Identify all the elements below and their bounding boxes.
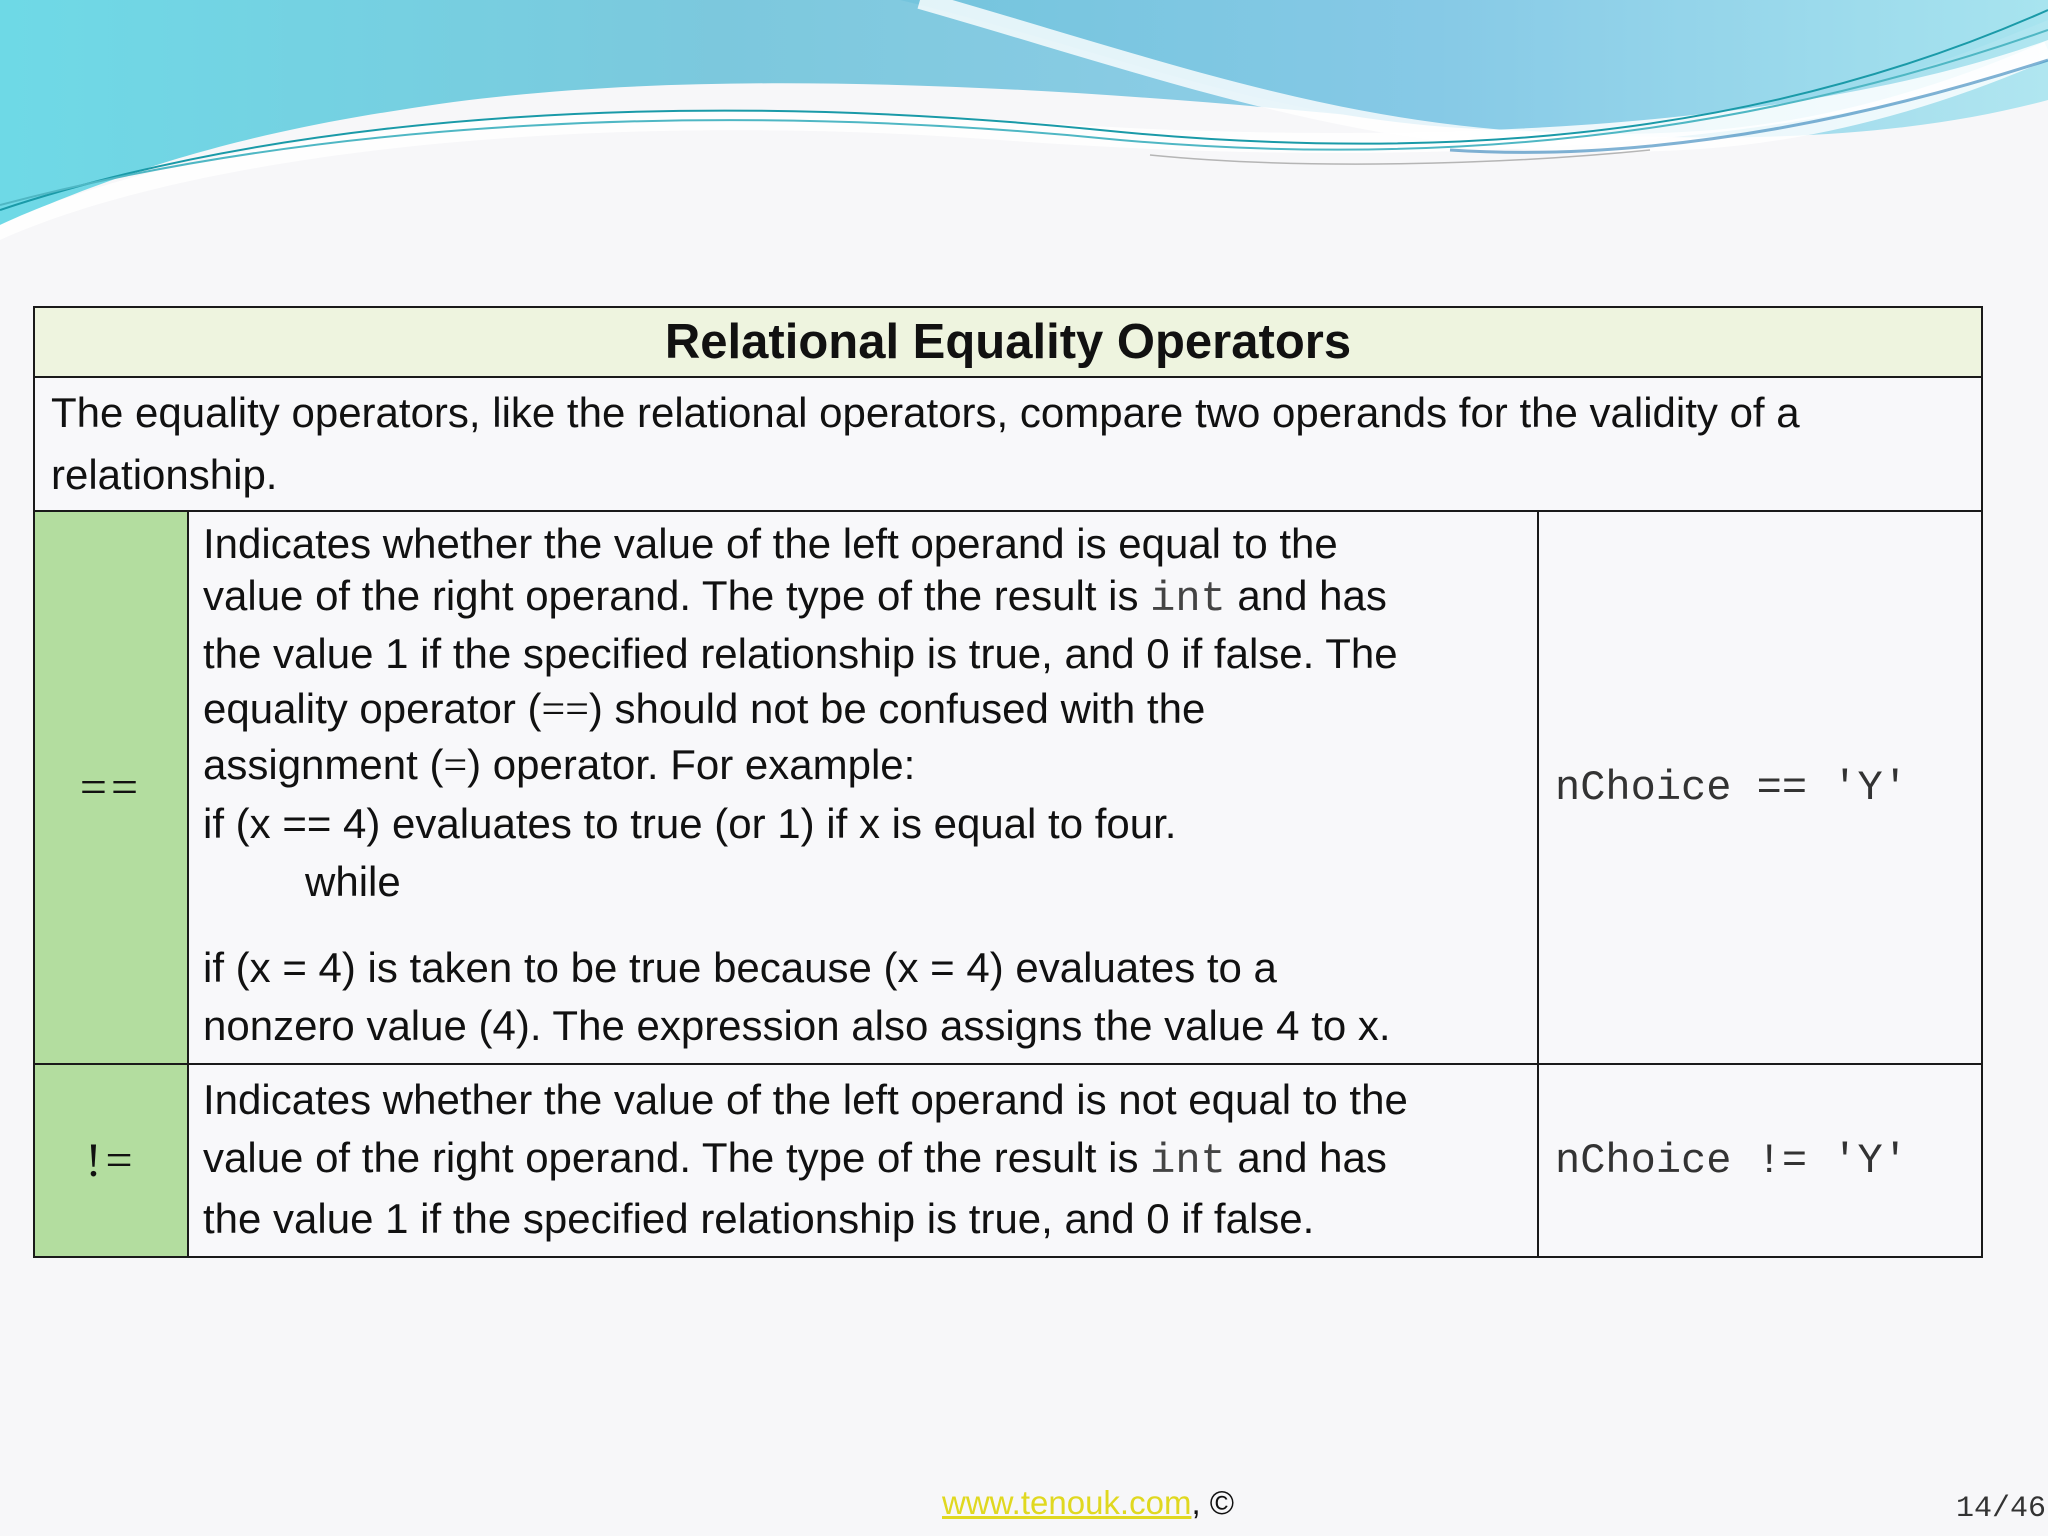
- desc-line: Indicates whether the value of the left operand is not equal to the: [203, 1076, 1408, 1123]
- desc-line: value of the right operand. The type of the result is int and has: [203, 572, 1387, 623]
- page-number: 14/46: [1955, 1492, 2046, 1526]
- desc-line: while: [305, 858, 401, 905]
- footer: [942, 1484, 1234, 1522]
- operator-equal-description: [188, 511, 1538, 1064]
- header-wave-banner: [0, 0, 2048, 240]
- footer-link[interactable]: www.tenouk.com: [942, 1484, 1192, 1521]
- desc-line: Indicates whether the value of the left operand is equal to the: [203, 520, 1338, 567]
- desc-line: if (x == 4) evaluates to true (or 1) if x is equal to four.: [203, 800, 1177, 847]
- desc-line: nonzero value (4). The expression also assigns the value 4 to x.: [203, 1002, 1391, 1049]
- equality-operators-table: [33, 306, 1983, 1258]
- desc-line: if (x = 4) is taken to be true because (x = 4) evaluates to a: [203, 944, 1277, 991]
- desc-line: the value 1 if the specified relationship is true, and 0 if false.: [203, 1195, 1315, 1242]
- table-title: Relational Equality Operators: [34, 307, 1982, 377]
- operator-equal: ==: [34, 511, 188, 1064]
- desc-line: value of the right operand. The type of the result is int and has: [203, 1134, 1387, 1185]
- operator-not-equal-example: nChoice != 'Y': [1538, 1064, 1982, 1257]
- desc-line: the value 1 if the specified relationship is true, and 0 if false. The: [203, 630, 1398, 677]
- operator-equal-example: nChoice == 'Y': [1538, 511, 1982, 1064]
- footer-copyright: , ©: [1191, 1484, 1235, 1521]
- operator-not-equal: !=: [34, 1064, 188, 1257]
- desc-line: assignment (=) operator. For example:: [203, 741, 916, 789]
- operator-not-equal-description: [188, 1064, 1538, 1257]
- table-intro: The equality operators, like the relational operators, compare two operands for the validity of a relationship.: [34, 377, 1982, 511]
- desc-line: equality operator (==) should not be confused with the: [203, 685, 1206, 733]
